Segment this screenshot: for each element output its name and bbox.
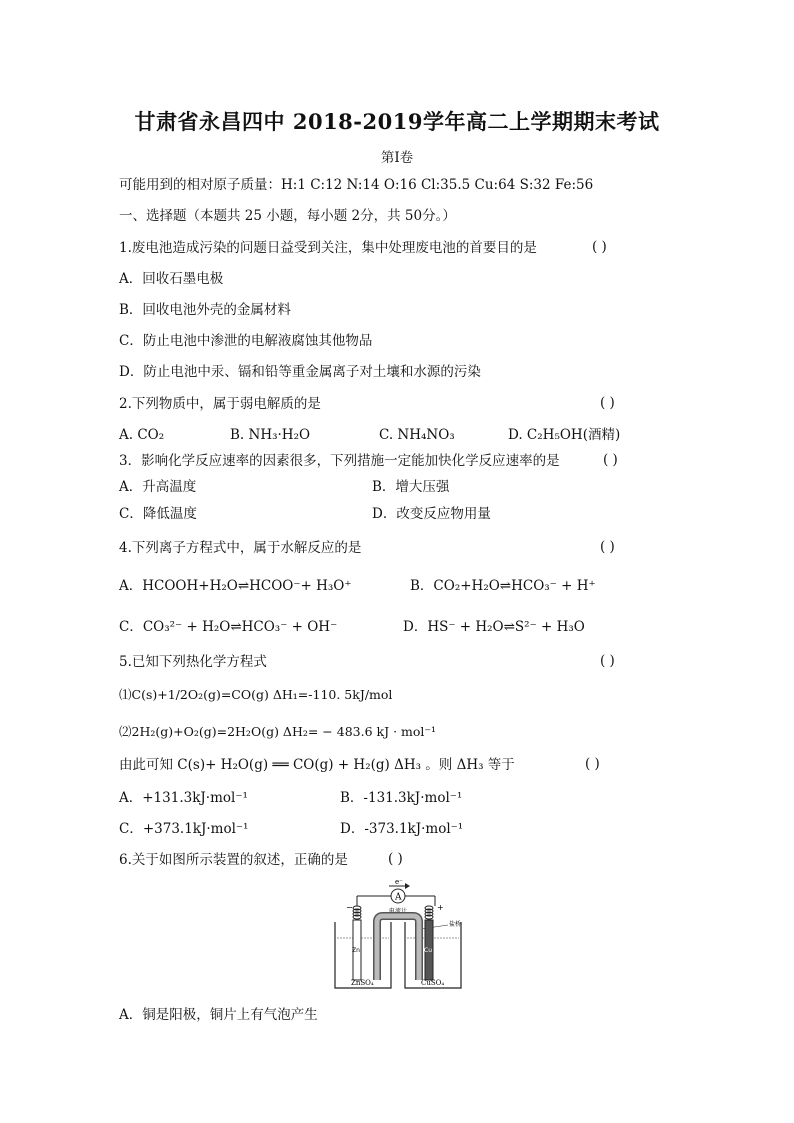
- q6-option-a: A．铜是阳极，铜片上有气泡产生: [119, 1007, 318, 1023]
- ammeter-label: A: [395, 892, 402, 903]
- q5-option-c: C．+373.1kJ·mol⁻¹: [119, 821, 249, 837]
- q5-equation-2: ⑵2H₂(g)+O₂(g)=2H₂O(g) ΔH₂= − 483.6 kJ · mol⁻¹: [119, 724, 437, 739]
- atomic-masses: 可能用到的相对原子质量：H:1 C:12 N:14 O:16 Cl:35.5 Cu:64 S:32 Fe:56: [119, 177, 594, 193]
- salt-bridge-label: 盐桥: [449, 921, 462, 928]
- q4-stem: 4.下列离子方程式中，属于水解反应的是: [119, 540, 362, 556]
- q5-derived-equation: 由此可知 C(s)+ H₂O(g) ══ CO(g) + H₂(g) ΔH₃ 。则 ΔH₃ 等于: [119, 757, 515, 773]
- q2-option-a: A. CO₂: [119, 427, 165, 443]
- volume-label: 第Ⅰ卷: [380, 150, 414, 166]
- zn-label: Zn: [352, 947, 360, 954]
- q1-option-b: B．回收电池外壳的金属材料: [119, 302, 291, 318]
- q2-stem: 2.下列物质中，属于弱电解质的是: [119, 396, 321, 412]
- left-spring-icon: [353, 906, 361, 919]
- q5-equation-1: ⑴C(s)+1/2O₂(g)=CO(g) ΔH₁=-110. 5kJ/mol: [119, 687, 393, 702]
- meter-caption: 电流计: [389, 908, 408, 915]
- q2-option-d: D. C₂H₅OH(酒精): [508, 427, 621, 443]
- q4-option-a: A．HCOOH+H₂O⇌HCOO⁻+ H₃O⁺: [119, 578, 352, 594]
- q3-answer-paren: ( ): [603, 452, 618, 468]
- q3-stem: 3．影响化学反应速率的因素很多，下列措施一定能加快化学反应速率的是: [119, 453, 560, 469]
- q3-option-a: A．升高温度: [119, 479, 197, 495]
- salt-bridge: [377, 916, 419, 980]
- q1-option-a: A．回收石墨电极: [119, 271, 224, 287]
- q2-answer-paren: ( ): [600, 395, 615, 411]
- q3-option-d: D．改变反应物用量: [372, 506, 491, 522]
- q5-answer-paren: ( ): [600, 653, 615, 669]
- q5-answer-paren-2: ( ): [585, 756, 600, 772]
- q4-option-b: B．CO₂+H₂O⇌HCO₃⁻ + H⁺: [410, 578, 596, 594]
- page-title: 甘肃省永昌四中 2018-2019学年高二上学期期末考试: [134, 109, 660, 134]
- q1-option-d: D．防止电池中汞、镉和铅等重金属离子对土壤和水源的污染: [119, 364, 481, 380]
- q5-option-b: B．-131.3kJ·mol⁻¹: [340, 790, 463, 806]
- galvanic-cell-diagram: [333, 880, 465, 995]
- q5-option-a: A．+131.3kJ·mol⁻¹: [119, 790, 248, 806]
- znso4-label: ZnSO₄: [351, 979, 374, 987]
- section-heading: 一、选择题（本题共 25 小题，每小题 2分，共 50分。）: [119, 208, 456, 224]
- q2-option-b: B. NH₃·H₂O: [230, 427, 311, 443]
- right-spring-icon: [425, 906, 433, 919]
- q4-option-c: C．CO₃²⁻ + H₂O⇌HCO₃⁻ + OH⁻: [119, 619, 338, 635]
- q1-stem: 1.废电池造成污染的问题日益受到关注，集中处理废电池的首要目的是: [119, 240, 537, 256]
- plus-sign: +: [437, 903, 444, 912]
- q1-answer-paren: ( ): [592, 239, 607, 255]
- q2-option-c: C. NH₄NO₃: [379, 427, 455, 443]
- electron-label: e⁻: [395, 880, 403, 886]
- minus-sign: −: [346, 903, 353, 912]
- cuso4-label: CuSO₄: [421, 979, 445, 987]
- cu-label: Cu: [424, 947, 432, 954]
- q5-stem: 5.已知下列热化学方程式: [119, 654, 267, 670]
- q6-stem: 6.关于如图所示装置的叙述，正确的是: [119, 852, 348, 868]
- q1-option-c: C．防止电池中渗泄的电解液腐蚀其他物品: [119, 333, 373, 349]
- q3-option-c: C．降低温度: [119, 506, 197, 522]
- q6-answer-paren: ( ): [388, 851, 403, 867]
- q5-option-d: D．-373.1kJ·mol⁻¹: [340, 821, 464, 837]
- q4-answer-paren: ( ): [600, 539, 615, 555]
- q3-option-b: B．增大压强: [372, 479, 450, 495]
- q4-option-d: D．HS⁻ + H₂O⇌S²⁻ + H₃O: [403, 619, 585, 635]
